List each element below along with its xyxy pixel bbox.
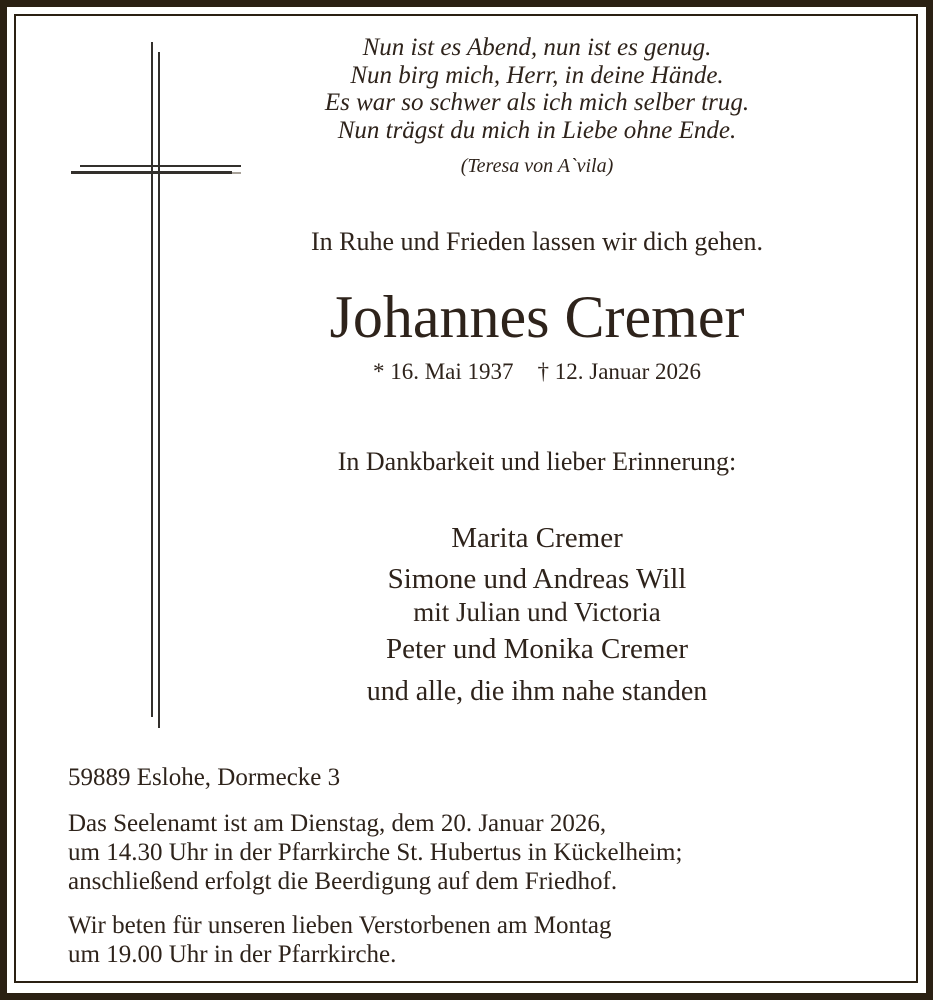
mourner-line: Peter und Monika Cremer: [385, 633, 688, 665]
service-line: Das Seelenamt ist am Dienstag, dem 20. Januar 2026,: [68, 810, 607, 837]
mourner-line: Simone und Andreas Will: [387, 563, 687, 595]
poem-line: Nun birg mich, Herr, in deine Hände.: [350, 61, 724, 89]
gratitude-line: In Dankbarkeit und lieber Erinnerung:: [337, 447, 737, 476]
birth-date: * 16. Mai 1937: [372, 359, 514, 384]
farewell-line: In Ruhe und Frieden lassen wir dich gehen.: [310, 227, 763, 256]
prayer-line: Wir beten für unseren lieben Verstorbenen am Montag: [68, 912, 612, 939]
mourner-line: mit Julian und Victoria: [413, 597, 661, 627]
address-line: 59889 Eslohe, Dormecke 3: [68, 764, 341, 791]
poem-line: Nun trägst du mich in Liebe ohne Ende.: [337, 116, 737, 144]
death-date: † 12. Januar 2026: [537, 359, 702, 384]
service-announcement: [68, 809, 868, 896]
mourner-line: und alle, die ihm nahe standen: [366, 676, 708, 707]
mourner-line: Marita Cremer: [451, 522, 623, 554]
poem: [142, 34, 932, 144]
deceased-name: Johannes Cremer: [329, 284, 745, 350]
service-line: anschließend erfolgt die Beerdigung auf dem Friedhof.: [68, 868, 618, 895]
poem-line: Nun ist es Abend, nun ist es genug.: [362, 34, 712, 61]
prayer-line: um 19.00 Uhr in der Pfarrkirche.: [68, 941, 397, 968]
life-dates: [142, 358, 932, 385]
service-line: um 14.30 Uhr in der Pfarrkirche St. Hubertus in Kückelheim;: [68, 839, 683, 866]
poem-line: Es war so schwer als ich mich selber trug.: [324, 89, 750, 116]
prayer-announcement: [68, 911, 868, 969]
poem-attribution: (Teresa von A`vila): [460, 155, 614, 177]
